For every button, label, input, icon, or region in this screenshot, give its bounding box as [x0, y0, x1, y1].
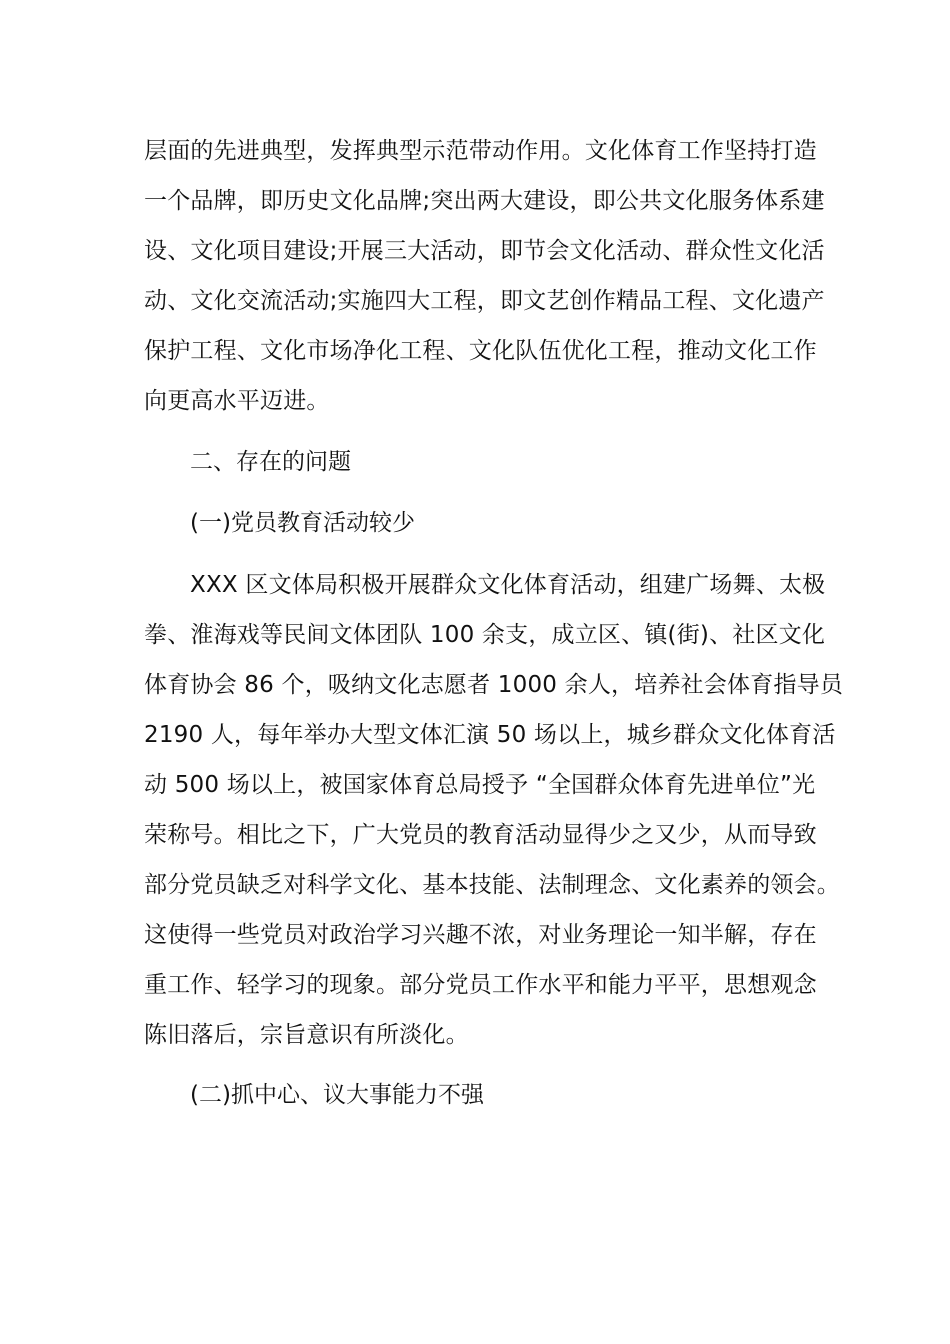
- text-line: 这使得一些党员对政治学习兴趣不浓，对业务理论一知半解，存在: [144, 922, 817, 948]
- text-line: 2190 人，每年举办大型文体汇演 50 场以上，城乡群众文化体育活: [144, 722, 836, 748]
- text-line: 动 500 场以上，被国家体育总局授予 “全国群众体育先进单位”光: [144, 772, 816, 798]
- section-heading: 二、存在的问题: [190, 449, 351, 475]
- subheading-central-tasks: (二)抓中心、议大事能力不强: [190, 1082, 484, 1108]
- text-line: XXX 区文体局积极开展群众文化体育活动，组建广场舞、太极: [190, 572, 826, 598]
- text-line: 动、文化交流活动;实施四大工程，即文艺创作精品工程、文化遗产: [144, 288, 825, 314]
- paragraph-advanced-models: [144, 126, 825, 426]
- text-line: 设、文化项目建设;开展三大活动，即节会文化活动、群众性文化活: [144, 238, 825, 264]
- text-line: 层面的先进典型，发挥典型示范带动作用。文化体育工作坚持打造: [144, 138, 817, 164]
- text-line: 重工作、轻学习的现象。部分党员工作水平和能力平平，思想观念: [144, 972, 817, 998]
- text-line: 拳、淮海戏等民间文体团队 100 余支，成立区、镇(街)、社区文化: [144, 622, 826, 648]
- text-line: 向更高水平迈进。: [144, 388, 330, 414]
- text-line: 荣称号。相比之下，广大党员的教育活动显得少之又少，从而导致: [144, 822, 817, 848]
- text-line: 陈旧落后，宗旨意识有所淡化。: [144, 1022, 469, 1048]
- text-line: 体育协会 86 个，吸纳文化志愿者 1000 余人，培养社会体育指导员: [144, 672, 844, 698]
- text-line: 部分党员缺乏对科学文化、基本技能、法制理念、文化素养的领会。: [144, 872, 840, 898]
- subheading-party-education: (一)党员教育活动较少: [190, 510, 415, 536]
- text-line: 一个品牌，即历史文化品牌;突出两大建设，即公共文化服务体系建: [144, 188, 825, 214]
- text-line: 保护工程、文化市场净化工程、文化队伍优化工程，推动文化工作: [144, 338, 817, 364]
- paragraph-cultural-activities: [144, 560, 844, 1060]
